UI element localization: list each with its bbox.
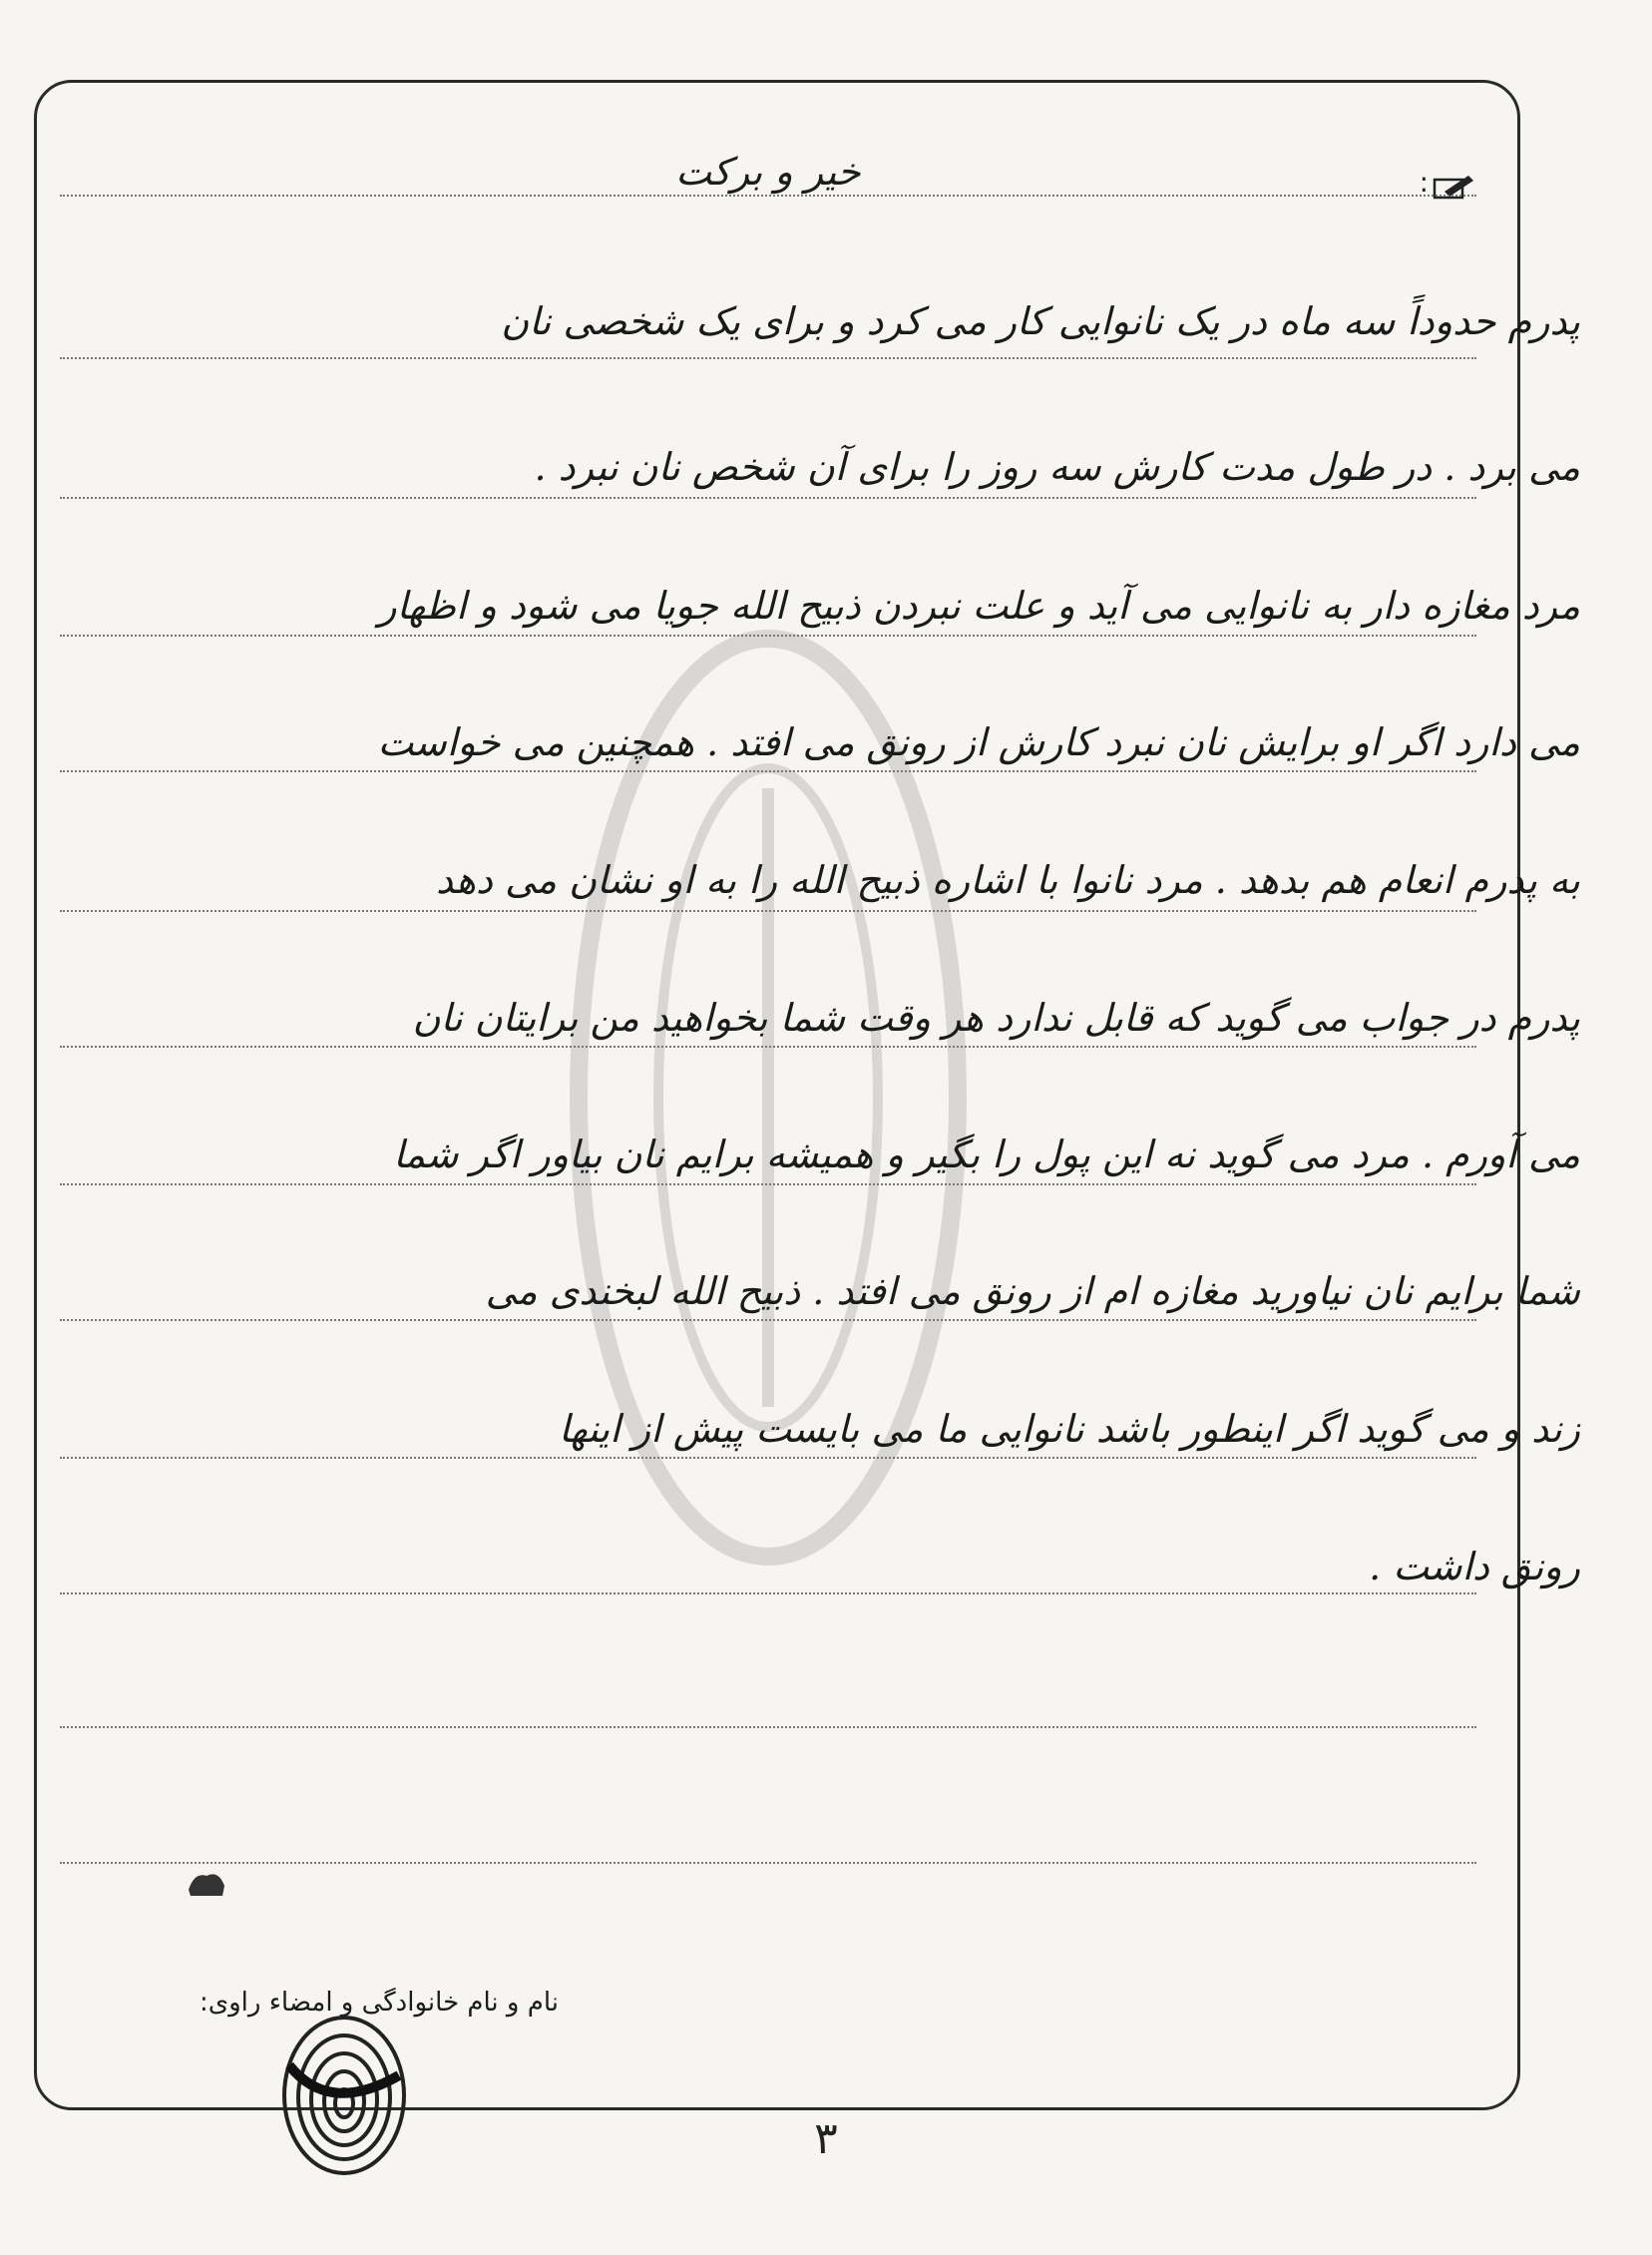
handwritten-line: رونق داشت . [1369, 1545, 1580, 1588]
page-number: ۳ [814, 2113, 838, 2164]
writing-rule [60, 1046, 1476, 1048]
handwritten-line: پدرم در جواب می گوید که قابل ندارد هر وقت شما بخواهید من برایتان نان [412, 996, 1580, 1040]
header-colon: : [1419, 166, 1429, 199]
handwritten-line: مرد مغازه دار به نانوایی می آید و علت نبردن ذبیح الله جویا می شود و اظهار [378, 584, 1580, 628]
writing-rule [60, 635, 1476, 637]
pen-writing-icon [1433, 172, 1476, 202]
writing-rule [60, 1183, 1476, 1185]
header-row [60, 150, 1476, 210]
page-title: خیر و برکت [675, 150, 861, 194]
handwritten-line: می برد . در طول مدت کارش سه روز را برای آن شخص نان نبرد . [534, 445, 1580, 489]
writing-rule [60, 910, 1476, 912]
page-border-frame [34, 80, 1520, 2110]
handwritten-line: پدرم حدوداً سه ماه در یک نانوایی کار می کرد و برای یک شخصی نان [501, 299, 1580, 343]
handwritten-line: به پدرم انعام هم بدهد . مرد نانوا با اشاره ذبیح الله را به او نشان می دهد [436, 858, 1580, 902]
handwritten-line: می آورم . مرد می گوید نه این پول را بگیر و همیشه برایم نان بیاور اگر شما [393, 1132, 1580, 1176]
writing-rule [60, 357, 1476, 359]
writing-rule [60, 1592, 1476, 1594]
writing-rule [60, 1726, 1476, 1728]
writing-rule [60, 1457, 1476, 1459]
writing-rule [60, 1319, 1476, 1321]
handwritten-line: زند و می گوید اگر اینطور باشد نانوایی ما می بایست پیش از اینها [559, 1407, 1580, 1451]
writing-rule [60, 1862, 1476, 1864]
handwritten-line: می دارد اگر او برایش نان نبرد کارش از رونق می افتد . همچنین می خواست [377, 720, 1580, 764]
writing-rule [60, 770, 1476, 772]
narrator-signature-label: نام و نام خانوادگی و امضاء راوی: [199, 1988, 559, 2018]
handwritten-line: شما برایم نان نیاورید مغازه ام از رونق می افتد . ذبیح الله لبخندی می [485, 1269, 1580, 1313]
ink-smudge [185, 1866, 228, 1902]
writing-rule [60, 497, 1476, 499]
writing-rule [60, 195, 1476, 197]
